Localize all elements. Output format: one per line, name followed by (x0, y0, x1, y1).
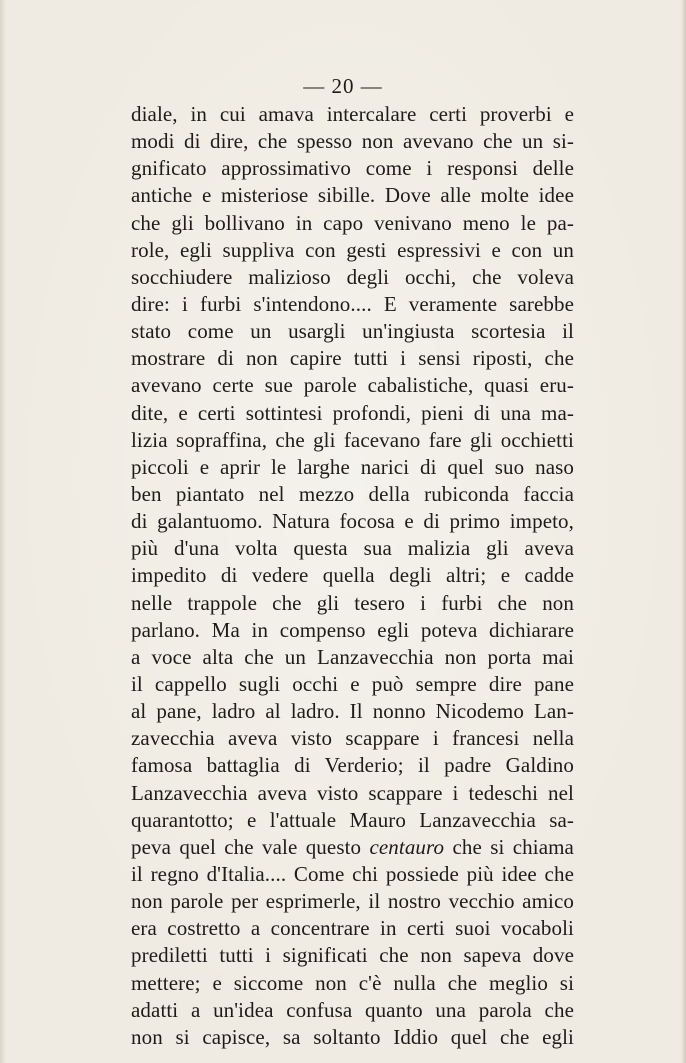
text-line: zavecchia aveva visto scappare i francesi nella (131, 726, 574, 751)
page-number: — 20 — (303, 74, 383, 98)
text-line: Lanzavecchia aveva visto scappare i tedeschi nel (131, 780, 574, 805)
text-line: di galantuomo. Natura focosa e di primo impeto, (131, 509, 574, 534)
text-line: modi di dire, che spesso non avevano che un si- (131, 129, 574, 154)
text-line: non si capisce, sa soltanto Iddio quel che egli (131, 1024, 574, 1049)
text-line: socchiudere malizioso degli occhi, che voleva (131, 264, 574, 289)
text-line: stato come un usargli un'ingiusta scortesia il (131, 319, 574, 344)
text-line: piccoli e aprir le larghe narici di quel suo naso (131, 454, 574, 479)
text-line: parlano. Ma in compenso egli poteva dichiarare (131, 617, 574, 642)
text-line: nelle trappole che gli tesero i furbi che non (131, 590, 574, 615)
page-left-edge-shadow (0, 0, 6, 1063)
text-line: prediletti tutti i significati che non sapeva dove (131, 943, 574, 968)
text-line: era costretto a concentrare in certi suoi vocaboli (131, 916, 574, 941)
text-line: impedito di vedere quella degli altri; e cadde (131, 563, 574, 588)
text-line: gnificato approssimativo come i responsi delle (131, 156, 574, 181)
text-line: il regno d'Italia.... Come chi possiede più idee che (131, 861, 574, 886)
text-line: mostrare di non capire tutti i sensi riposti, che (131, 346, 574, 371)
text-line: adatti a un'idea confusa quanto una parola che (131, 997, 574, 1022)
text-line: dire: i furbi s'intendono.... E veramente sarebbe (131, 291, 574, 316)
text-line-tail: che si chiama (452, 834, 574, 859)
text-line: diale, in cui amava intercalare certi proverbi e (131, 102, 574, 126)
text-line: mettere; e siccome non c'è nulla che meglio si (131, 970, 574, 995)
text-line-with-italic (131, 834, 574, 861)
text-line: lizia sopraffina, che gli facevano fare gli occhietti (131, 427, 574, 452)
body-text (131, 101, 574, 1051)
text-line: il cappello sugli occhi e può sempre dire pane (131, 671, 574, 696)
text-line: role, egli suppliva con gesti espressivi e con un (131, 237, 574, 262)
text-line: quarantotto; e l'attuale Mauro Lanzavecchia sa- (131, 807, 574, 832)
text-line: al pane, ladro al ladro. Il nonno Nicodemo Lan- (131, 699, 574, 724)
text-line: che gli bollivano in capo venivano meno le pa- (131, 210, 574, 235)
text-line: dite, e certi sottintesi profondi, pieni di una ma- (131, 400, 574, 425)
text-line: famosa battaglia di Verderio; il padre Galdino (131, 753, 574, 778)
text-line-head: peva quel che vale questo (131, 834, 362, 859)
text-line: non parole per esprimerle, il nostro vecchio amico (131, 889, 574, 914)
text-line: ben piantato nel mezzo della rubiconda faccia (131, 481, 574, 506)
text-line: avevano certe sue parole cabalistiche, quasi eru- (131, 373, 574, 398)
text-line: più d'una volta questa sua malizia gli aveva (131, 536, 574, 561)
italic-word: centauro (369, 834, 445, 859)
page-right-edge-shadow (681, 0, 686, 1063)
text-line: a voce alta che un Lanzavecchia non porta mai (131, 644, 574, 669)
text-line: antiche e misteriose sibille. Dove alle molte idee (131, 183, 574, 208)
